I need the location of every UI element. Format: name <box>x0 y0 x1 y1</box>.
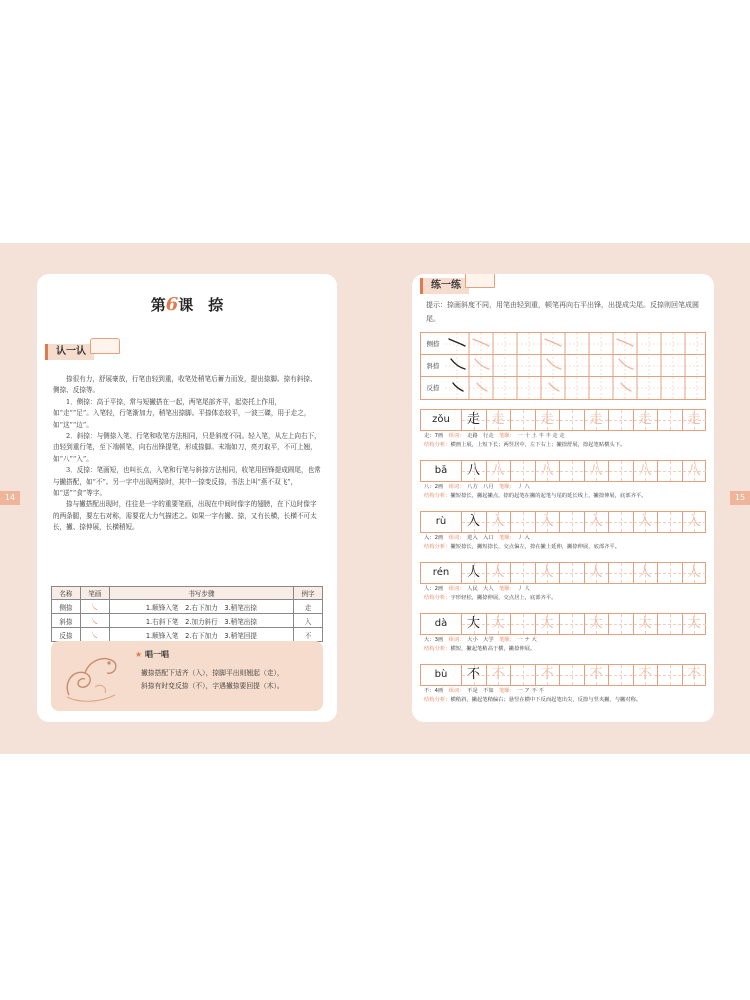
book-spread <box>0 243 750 754</box>
practice-cell <box>608 665 632 685</box>
info-words: 人民 大人 <box>467 586 494 592</box>
chant-box <box>51 641 323 711</box>
stroke-example: 入 <box>294 614 323 628</box>
paragraph: 2．斜捺：与侧捺入笔、行笔和收笔方法相同，只是斜度不同。轻入笔，从左上向右下，由轻到重行笔，至下端顿笔，向右出锋提笔，形成捺脚。末端如刀，亮刃取平，不可上翘，如“八”“入”。 <box>53 432 321 463</box>
guide-line <box>670 410 671 430</box>
stroke-practice-grid <box>420 332 706 400</box>
info-words: 不是 不如 <box>467 688 494 694</box>
table-row <box>52 628 323 642</box>
trace-character <box>584 665 608 685</box>
character-glyph: 入 <box>540 514 554 529</box>
book-icon <box>90 338 120 354</box>
analysis-text: 横画上展，上短下长；两竖居中，左下右上；撇捺舒展，捺起笔贴横头下。 <box>450 442 626 448</box>
character-glyph: 入 <box>638 514 652 529</box>
paragraph: 1．侧捺：高于平捺，常与短撇搭在一起，两笔尾部齐平，起姿托上作用，如“走”“足”。入笔轻，行笔渐加力，稍笔出捺脚。平捺体态较平，一波三磔，用于走之，如“这”“边”。 <box>53 397 311 429</box>
character-info-line <box>424 636 704 645</box>
paragraph: 捺很有力，舒展豪放，行笔由轻到重，收笔处稍笔后蓄力而发，提出捺脚。捺有斜捺、侧捺、反捺等。 <box>53 375 317 395</box>
trace-character <box>584 512 608 532</box>
trace-character <box>486 461 510 481</box>
practice-cell <box>510 563 534 583</box>
trace-character <box>682 461 706 481</box>
guide-line <box>670 461 671 481</box>
stroke-row-label: 侧捺 <box>426 340 440 348</box>
character-glyph: 走 <box>540 412 554 427</box>
pinyin: zǒu <box>432 414 450 425</box>
table-row <box>52 614 323 628</box>
table-header-row <box>52 587 323 600</box>
model-character <box>461 563 485 583</box>
practice-cell <box>559 410 583 430</box>
guide-line <box>621 614 622 634</box>
character-glyph: 人 <box>491 565 505 580</box>
character-glyph: 八 <box>491 463 505 478</box>
trace-character <box>584 410 608 430</box>
table-header: 名称 <box>52 587 81 600</box>
trace-character <box>633 665 657 685</box>
stroke-example: 走 <box>294 600 323 614</box>
model-character <box>461 665 485 685</box>
book-icon <box>465 274 495 288</box>
info-words: 走路 行走 <box>467 433 494 439</box>
trace-character <box>633 410 657 430</box>
info-strokes: 八：2画 <box>424 484 444 490</box>
character-glyph: 大 <box>589 616 603 631</box>
character-glyph: 入 <box>687 514 701 529</box>
dragon-illustration-icon <box>59 647 123 705</box>
info-words-key: 组词： <box>448 637 462 643</box>
stroke-steps: 1.右斜下笔 2.加力斜行 3.稍笔出捺 <box>109 614 293 628</box>
trace-character <box>486 665 510 685</box>
character-glyph: 走 <box>466 412 480 427</box>
practice-cell <box>510 512 534 532</box>
stroke-name: 反捺 <box>52 628 81 642</box>
character-glyph: 八 <box>540 463 554 478</box>
page-number-left: 14 <box>0 491 20 505</box>
trace-character <box>633 512 657 532</box>
guide-line <box>523 410 524 430</box>
character-glyph: 人 <box>638 565 652 580</box>
practice-cell <box>559 665 583 685</box>
character-info-line <box>424 534 704 543</box>
lesson-suffix: 课 <box>178 296 194 314</box>
section-label: 认一认 <box>56 346 86 357</box>
character-glyph: 不 <box>491 667 505 682</box>
guide-line <box>670 563 671 583</box>
table-row <box>52 600 323 614</box>
info-order-key: 笔顺： <box>498 535 513 541</box>
trace-character <box>682 410 706 430</box>
character-glyph: 走 <box>638 412 652 427</box>
stroke-steps: 1.顺锋入笔 2.右下加力 3.稍笔出捺 <box>109 600 293 614</box>
table-header: 书写步骤 <box>109 587 293 600</box>
character-glyph: 不 <box>466 667 480 682</box>
analysis-text: 横短，撇起笔稍高于横，撇捺伸展。 <box>450 646 536 652</box>
lesson-number: 6 <box>165 294 179 315</box>
practice-cell <box>657 461 681 481</box>
model-character <box>461 512 485 532</box>
guide-line <box>572 410 573 430</box>
info-order-key: 笔顺： <box>498 586 513 592</box>
analysis-text: 撇短捺长，撇起撇点，捺的起笔在撇的起笔与尾的延长线上，撇捺伸展，底部齐平。 <box>450 493 647 499</box>
guide-line <box>572 665 573 685</box>
guide-line <box>523 665 524 685</box>
practice-cell <box>608 461 632 481</box>
info-words: 进入 入口 <box>467 535 494 541</box>
character-analysis-line <box>424 696 704 705</box>
info-order-key: 笔顺： <box>498 484 513 490</box>
info-order-key: 笔顺： <box>498 433 513 439</box>
practice-cell <box>559 614 583 634</box>
guide-line <box>572 512 573 532</box>
trace-character <box>486 563 510 583</box>
guide-line <box>621 410 622 430</box>
model-character <box>461 461 485 481</box>
chant-line: 斜捺有时变反捺（不），字遇撇捺要回提（木）。 <box>141 682 284 690</box>
stroke-row-label: 斜捺 <box>426 362 440 370</box>
practice-cell <box>559 461 583 481</box>
model-character <box>461 410 485 430</box>
guide-line <box>523 512 524 532</box>
practice-cell <box>657 512 681 532</box>
character-row <box>420 409 706 431</box>
character-glyph: 大 <box>491 616 505 631</box>
left-page <box>37 274 337 722</box>
chant-text <box>141 667 319 693</box>
info-order-key: 笔顺： <box>498 688 513 694</box>
paragraph: 3．反捺：笔画短，也叫长点，入笔和行笔与斜捺方法相同，收笔用回锋提成圆尾，也常与撇搭配，如“不”。另一字中出现两捺时，其中一捺变反捺，书法上叫“燕不双飞”，如“送”“食”等字。 <box>53 466 321 498</box>
practice-cell <box>657 410 681 430</box>
practice-cell <box>510 614 534 634</box>
trace-character <box>535 512 559 532</box>
practice-cell <box>510 665 534 685</box>
info-words-key: 组词： <box>448 535 462 541</box>
character-row <box>420 511 706 533</box>
info-strokes: 大：3画 <box>424 637 444 643</box>
guide-line <box>670 665 671 685</box>
character-glyph: 入 <box>466 514 480 529</box>
star-icon: ★ <box>135 650 143 659</box>
table-header: 例字 <box>294 587 323 600</box>
trace-character <box>584 614 608 634</box>
lesson-prefix: 第 <box>150 296 166 314</box>
pinyin: rù <box>435 516 447 527</box>
analysis-key: 结构分析： <box>424 442 451 448</box>
pinyin: dà <box>434 618 448 629</box>
practice-hint: 提示：捺画斜度不同，用笔由轻到重，顿笔再向右平出锋，出提成尖尾。反捺则回笔成圆尾。 <box>426 301 699 323</box>
character-analysis-line <box>424 543 704 552</box>
character-row <box>420 562 706 584</box>
guide-line <box>523 563 524 583</box>
stroke-trace-area <box>445 333 705 399</box>
character-glyph: 人 <box>687 565 701 580</box>
analysis-key: 结构分析： <box>424 544 451 550</box>
trace-character <box>682 665 706 685</box>
character-row <box>420 460 706 482</box>
practice-cell <box>510 461 534 481</box>
character-glyph: 大 <box>638 616 652 631</box>
analysis-key: 结构分析： <box>424 697 451 703</box>
table-header: 笔画 <box>80 587 109 600</box>
practice-cell <box>657 614 681 634</box>
character-row <box>420 664 706 686</box>
analysis-key: 结构分析： <box>424 595 451 601</box>
trace-character <box>584 563 608 583</box>
pinyin: rén <box>432 567 450 578</box>
analysis-text: 撇短捺长，撇短捺长，交点偏左，捺在撇上延伸，撇捺伸展，底部齐平。 <box>450 544 621 550</box>
info-words-key: 组词： <box>448 586 462 592</box>
character-glyph: 入 <box>491 514 505 529</box>
paragraph: 捺与撇搭配出现时，往往是一字的重要笔画，出现在中间时像字的翅膀，在下边时像字的两条腿，要左右对称，需要花大力气描述之。如果一字有撇、捺，又有长横，长横不可太长，撇、捺伸展，长横稍短。 <box>53 500 317 532</box>
guide-line <box>572 563 573 583</box>
guide-line <box>670 512 671 532</box>
practice-cell <box>510 410 534 430</box>
guide-line <box>621 665 622 685</box>
lesson-body <box>53 374 321 534</box>
info-order: 一 ナ 大 <box>517 637 537 643</box>
info-order: 一 ア 不 不 <box>517 688 544 694</box>
info-order: 丿 人 <box>517 586 530 592</box>
info-order: 丿 入 <box>517 535 530 541</box>
guide-line <box>670 614 671 634</box>
character-info-line <box>424 687 704 696</box>
model-character <box>461 614 485 634</box>
info-words-key: 组词： <box>448 688 462 694</box>
stroke-steps: 1.顺锋入笔 2.右下加力 3.稍笔回提 <box>109 628 293 642</box>
trace-character <box>682 563 706 583</box>
character-glyph: 走 <box>589 412 603 427</box>
chant-heading <box>135 649 169 660</box>
stroke-example: 不 <box>294 628 323 642</box>
practice-cell <box>657 563 681 583</box>
character-glyph: 入 <box>589 514 603 529</box>
character-analysis-line <box>424 492 704 501</box>
stroke-table <box>51 586 323 642</box>
character-analysis-line <box>424 645 704 654</box>
stroke-name: 侧捺 <box>52 600 81 614</box>
practice-cell <box>559 563 583 583</box>
character-analysis-line <box>424 441 704 450</box>
info-strokes: 不：4画 <box>424 688 444 694</box>
character-glyph: 不 <box>540 667 554 682</box>
stroke-row-label: 反捺 <box>426 384 440 392</box>
trace-character <box>486 614 510 634</box>
guide-line <box>523 461 524 481</box>
trace-character <box>584 461 608 481</box>
trace-character <box>486 512 510 532</box>
lesson-name: 捺 <box>208 296 224 314</box>
trace-character <box>633 563 657 583</box>
page-number-right: 15 <box>730 491 750 505</box>
trace-character <box>682 512 706 532</box>
info-words: 大小 大学 <box>467 637 494 643</box>
info-order-key: 笔顺： <box>498 637 513 643</box>
character-glyph: 人 <box>466 565 480 580</box>
guide-line <box>523 614 524 634</box>
guide-line <box>621 512 622 532</box>
lesson-title <box>37 294 337 315</box>
trace-character <box>682 614 706 634</box>
character-glyph: 大 <box>466 616 480 631</box>
chant-title: 唱一唱 <box>144 650 169 659</box>
practice-cell <box>608 614 632 634</box>
character-glyph: 不 <box>589 667 603 682</box>
section-tag-practice <box>420 278 469 294</box>
practice-cell <box>608 563 632 583</box>
section-tag-recognize <box>45 344 94 360</box>
info-order: 丿 八 <box>517 484 530 490</box>
info-strokes: 人：2画 <box>424 586 444 592</box>
info-words-key: 组词： <box>448 433 462 439</box>
trace-character <box>535 563 559 583</box>
section-label: 练一练 <box>431 280 461 291</box>
analysis-text: 字形轻松，撇捺伸展，交点居上，底部齐平。 <box>450 595 557 601</box>
right-page <box>412 274 714 722</box>
stroke-glyph: ㇏ <box>80 614 109 628</box>
character-glyph: 不 <box>638 667 652 682</box>
analysis-key: 结构分析： <box>424 493 451 499</box>
pinyin: bā <box>434 465 448 476</box>
practice-cell <box>608 410 632 430</box>
stroke-name: 斜捺 <box>52 614 81 628</box>
stroke-glyph: ㇏ <box>80 628 109 642</box>
info-strokes: 入：2画 <box>424 535 444 541</box>
chant-line: 撇捺搭配下适齐（入），捺脚平出则翘起（走）， <box>141 669 284 677</box>
character-analysis-line <box>424 594 704 603</box>
character-glyph: 人 <box>540 565 554 580</box>
analysis-key: 结构分析： <box>424 646 451 652</box>
character-info-line <box>424 483 704 492</box>
trace-character <box>633 461 657 481</box>
character-glyph: 大 <box>540 616 554 631</box>
character-glyph: 走 <box>491 412 505 427</box>
info-order: 一 十 土 丰 丰 走 走 <box>517 433 565 439</box>
character-glyph: 八 <box>466 463 480 478</box>
trace-character <box>535 614 559 634</box>
character-glyph: 人 <box>589 565 603 580</box>
analysis-text: 横稍斜，撇起笔稍偏右；悬竖在横中下反而起笔出尖，反捺与竖夹撇，与撇对称。 <box>450 697 642 703</box>
stroke-glyph: ㇏ <box>80 600 109 614</box>
guide-line <box>572 461 573 481</box>
guide-line <box>621 461 622 481</box>
info-words-key: 组词： <box>448 484 462 490</box>
trace-character <box>535 461 559 481</box>
trace-character <box>535 665 559 685</box>
character-glyph: 走 <box>687 412 701 427</box>
pinyin: bù <box>434 669 448 680</box>
info-strokes: 走：7画 <box>424 433 444 439</box>
character-row <box>420 613 706 635</box>
character-glyph: 不 <box>687 667 701 682</box>
character-glyph: 八 <box>589 463 603 478</box>
practice-cell <box>608 512 632 532</box>
trace-character <box>535 410 559 430</box>
trace-character <box>633 614 657 634</box>
trace-character <box>486 410 510 430</box>
character-info-line <box>424 585 704 594</box>
info-words: 八方 八月 <box>467 484 494 490</box>
character-info-line <box>424 432 704 441</box>
character-glyph: 大 <box>687 616 701 631</box>
character-glyph: 八 <box>638 463 652 478</box>
practice-cell <box>559 512 583 532</box>
practice-cell <box>657 665 681 685</box>
guide-line <box>621 563 622 583</box>
character-glyph: 八 <box>687 463 701 478</box>
guide-line <box>572 614 573 634</box>
